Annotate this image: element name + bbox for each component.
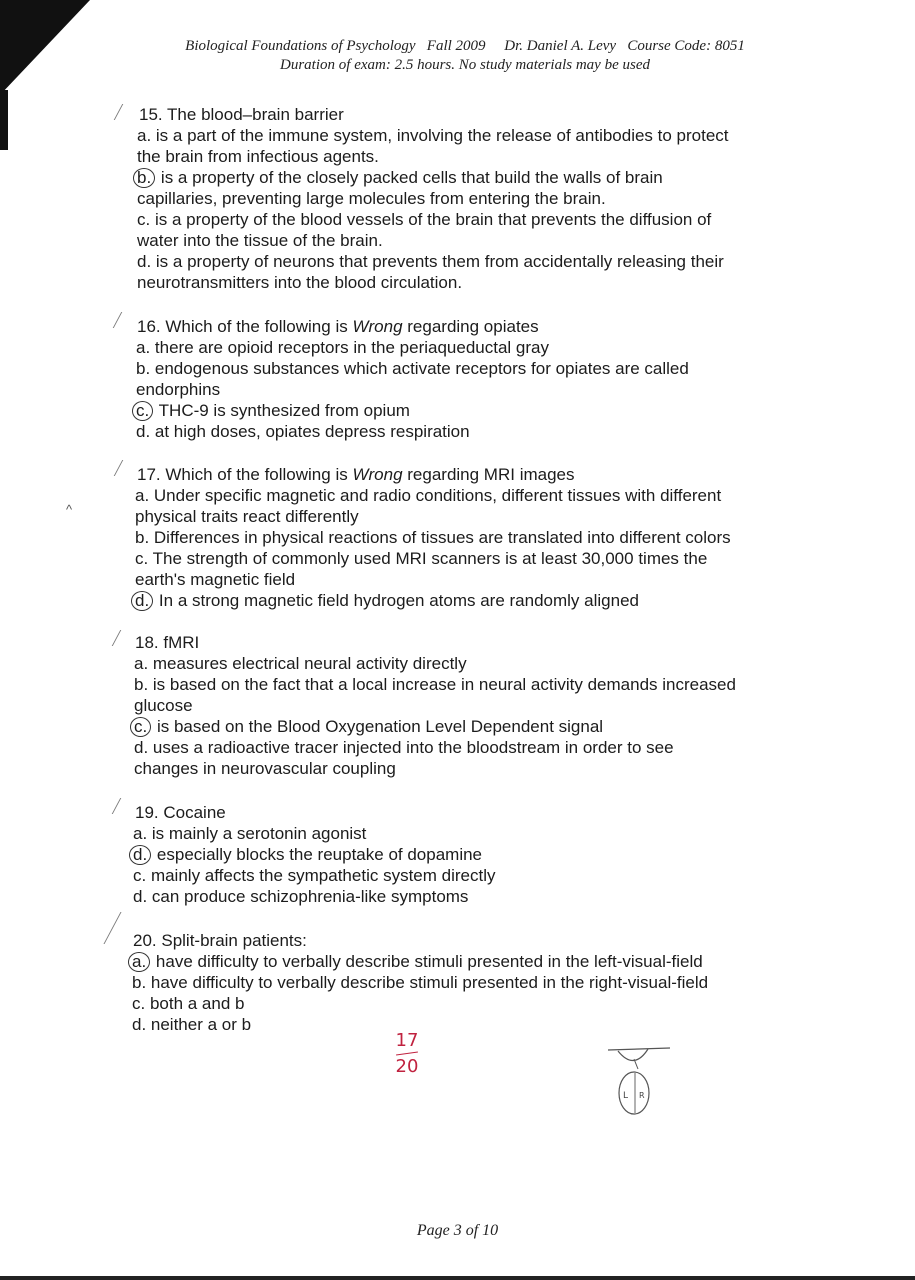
emphasis-word: Wrong	[352, 465, 403, 484]
option-b: b. have difficulty to verbally describe stimuli presented in the right-visual-field	[132, 973, 709, 992]
question-stem: 18. fMRI	[135, 633, 200, 652]
option-a-selected	[132, 951, 703, 972]
question-stem: 17. Which of the following is Wrong regarding MRI images	[137, 465, 575, 484]
selected-answer-circle: c.	[132, 401, 153, 421]
header-duration-line: Duration of exam: 2.5 hours. No study materials may be used	[280, 57, 650, 73]
header-course-line: Biological Foundations of Psychology Fall 2009 Dr. Daniel A. Levy Course Code: 8051	[185, 38, 745, 54]
question-stem: 16. Which of the following is Wrong regarding opiates	[137, 317, 539, 336]
option-text: have difficulty to verbally describe stimuli presented in the left-visual-field	[155, 952, 703, 971]
option-c-selected	[136, 400, 410, 421]
selected-answer-circle: a.	[128, 952, 150, 972]
selected-answer-circle: d.	[131, 591, 153, 611]
check-mark-icon	[114, 104, 134, 120]
option-d: d. can produce schizophrenia-like symptoms	[133, 887, 469, 906]
question-stem: 20. Split-brain patients:	[133, 931, 307, 950]
option-a: a. measures electrical neural activity directly	[134, 654, 467, 673]
option-b: b. is based on the fact that a local increase in neural activity demands increased	[134, 675, 736, 694]
option-line: glucose	[134, 696, 193, 715]
score-fraction-line	[396, 1051, 418, 1055]
option-b: b. Differences in physical reactions of tissues are translated into different colors	[135, 528, 731, 547]
option-line: the brain from infectious agents.	[137, 147, 379, 166]
option-b-selected	[137, 167, 663, 188]
option-text: is based on the Blood Oxygenation Level Dependent signal	[156, 717, 604, 736]
emphasis-word: Wrong	[352, 317, 403, 336]
option-b: b. endogenous substances which activate receptors for opiates are called	[136, 359, 689, 378]
option-line: neurotransmitters into the blood circulation.	[137, 273, 463, 292]
question-stem: 15. The blood–brain barrier	[139, 105, 344, 124]
check-mark-icon	[112, 798, 132, 814]
sketch-label-right: R	[639, 1091, 645, 1100]
option-b-selected	[133, 844, 482, 865]
option-a: a. there are opioid receptors in the periaqueductal gray	[136, 338, 549, 357]
hand-drawn-brain-sketch-icon	[604, 1043, 674, 1118]
selected-answer-circle: d.	[129, 845, 151, 865]
option-text: especially blocks the reuptake of dopamine	[156, 845, 483, 864]
option-d: d. at high doses, opiates depress respiration	[136, 422, 470, 441]
scan-edge-left	[0, 90, 8, 150]
option-line: endorphins	[136, 380, 221, 399]
option-c: c. both a and b	[132, 994, 245, 1013]
option-c: c. mainly affects the sympathetic system directly	[133, 866, 496, 885]
exam-header	[0, 37, 915, 75]
margin-caret-mark: ^	[66, 502, 73, 517]
option-d: d. is a property of neurons that prevents them from accidentally releasing their	[137, 252, 724, 271]
score-denominator: 20	[395, 1056, 419, 1077]
option-line: water into the tissue of the brain.	[137, 231, 383, 250]
option-a: a. is mainly a serotonin agonist	[133, 824, 367, 843]
selected-answer-circle: c.	[130, 717, 151, 737]
option-d-selected	[135, 590, 639, 611]
check-mark-icon	[113, 312, 133, 328]
option-c: c. The strength of commonly used MRI scanners is at least 30,000 times the	[135, 549, 708, 568]
option-c-selected	[134, 716, 603, 737]
option-text: In a strong magnetic field hydrogen atoms are randomly aligned	[158, 591, 639, 610]
option-line: earth's magnetic field	[135, 570, 296, 589]
option-line: capillaries, preventing large molecules from entering the brain.	[137, 189, 606, 208]
page-number-footer: Page 3 of 10	[416, 1222, 499, 1239]
option-text: is a property of the closely packed cells that build the walls of brain	[160, 168, 663, 187]
option-d: d. neither a or b	[132, 1015, 252, 1034]
question-stem: 19. Cocaine	[135, 803, 226, 822]
check-mark-icon	[114, 460, 134, 476]
option-text: THC-9 is synthesized from opium	[158, 401, 410, 420]
scan-edge-bottom	[0, 1276, 915, 1280]
option-a: a. Under specific magnetic and radio conditions, different tissues with different	[135, 486, 722, 505]
option-line: physical traits react differently	[135, 507, 359, 526]
check-mark-icon	[112, 630, 132, 646]
option-a: a. is a part of the immune system, involving the release of antibodies to protect	[137, 126, 729, 145]
sketch-label-left: L	[623, 1091, 629, 1101]
score-numerator: 17	[395, 1030, 419, 1051]
option-c: c. is a property of the blood vessels of the brain that prevents the diffusion of	[137, 210, 712, 229]
option-d: d. uses a radioactive tracer injected into the bloodstream in order to see	[134, 738, 674, 757]
option-line: changes in neurovascular coupling	[134, 759, 396, 778]
handwritten-score	[385, 1032, 429, 1076]
selected-answer-circle: b.	[133, 168, 155, 188]
check-mark-icon	[103, 912, 131, 944]
